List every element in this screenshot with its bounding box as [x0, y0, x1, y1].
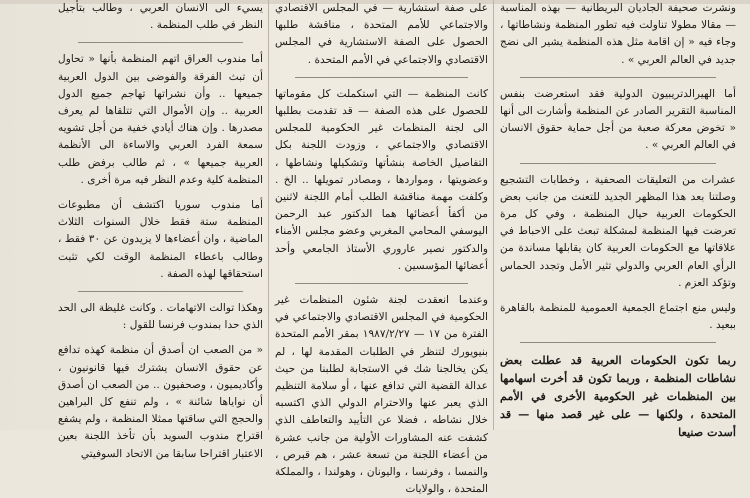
left-paragraph-5: « من الصعب ان أصدق أن منظمة كهذه تدافع عن حقوق الانسان يشترك فيها قانونيون ، وأكاديميون ، وصحفيون .. من الصعب ان أصدق أن نواياها شائنة » ، ولم تنفع كل البراهين والحجج التي ساقتها ممثلا المنظمة ، ولم يشفع اقتراح مندوب السويد بأن تأخذ اللجنة بعين الاعتبار اقتراحا سابقا من الاتحاد السوفيتي: [58, 344, 263, 460]
paragraph-divider: [78, 291, 243, 292]
column-separator: [493, 0, 494, 430]
middle-paragraph-2: كانت المنظمة — التي استكملت كل مقوماتها للحصول على هذه الصفة — قد تقدمت بطلبها الى لجنة المنظمات غير الحكومية للمجلس الاقتصادي والاجتماعي ، وزودت اللجنة بكل التفاصيل الخاصة بنشأتها وتشكيلها ونشاطها ، وعضويتها ، ومواردها ، ومصادر تمويلها .. الخ . وكلفت مهمة مناقشة الطلب أمام اللجنة لاثنين من أكفأ أعضائها هما الدكتور عبد الرحمن اليوسفي المحامي المغربي وعضو مجلس الأمناء والدكتور نصير عاروري الأستاذ الجامعي وأحد أعضائها المؤسسين .: [275, 87, 488, 272]
middle-paragraph-3: وعندما انعقدت لجنة شئون المنظمات غير الحكومية في المجلس الاقتصادي والاجتماعي في الفترة من ١٧ — ١٩٨٧/٢/٢٧ بمقر الأمم المتحدة بنيويورك لتنظر في الطلبات المقدمة لها ، لم يكن يخالجنا شك في الاستجابة لطلبنا من حيث عدالة القضية التي تدافع عنها ، أو سلامة التنظيم الذي يعبر عنها والاحترام الدولي الذي اكتسبه خلال نشاطه ، فضلا عن التأييد والتعاطف الذي كشفت عنه المشاورات الأولية من جانب عشرة من أعضاء اللجنة من تسعة عشر ، هم قبرص ، والنمسا ، وفرنسا ، واليونان ، وهولندا ، والمملكة المتحدة ، والولايات: [275, 294, 488, 496]
paragraph-divider: [295, 77, 468, 78]
paragraph-divider: [520, 342, 716, 343]
left-paragraph-3: أما مندوب سوريا اكتشف أن مطبوعات المنظمة ستة فقط خلال السنوات الثلاث الماضية ، وان أعضاءها لا يزيدون عن ٣٠ فقط ، وطالب باعطاء المنظمة الوقت لكي تثبت استحقاقها لهذه الصفة .: [58, 199, 263, 280]
left-paragraph-2: أما مندوب العراق اتهم المنظمة بأنها « تحاول أن تبث الفرقة والفوضى بين الدول العربية جميعها .. وأن نشراتها تهاجم جميع الدول العربية .. وإن الأموال التي تتلقاها لم يعرف مصدرها . وإن هناك أيادي خفية من أجل تشويه سمعة الفرد العربي والاساءة الى الأنظمة العربية جميعها » ، ثم طالب برفض طلب المنظمة كلية وعدم النظر فيه مرة أخرى .: [58, 53, 263, 186]
middle-paragraph-1: على صفة استشارية — في المجلس الاقتصادي والاجتماعي للأمم المتحدة ، مناقشة طلبها الحصول على الصفة الاستشارية في المجلس الاقتصادي والاجتماعي في الأمم المتحدة .: [275, 2, 488, 66]
paragraph-divider: [78, 42, 243, 43]
middle-column: [275, 0, 488, 496]
right-paragraph-5-bold: ربما تكون الحكومات العربية قد عطلت بعض نشاطات المنظمة ، وربما تكون قد أخرت اسهامها بين المنظمات غير الحكومية الأخرى في الأمم المتحدة ، ولكنها — على غير قصد منها — قد أسدت صنيعا: [500, 353, 736, 440]
paragraph-divider: [520, 77, 716, 78]
right-paragraph-3: عشرات من التعليقات الصحفية ، وخطابات التشجيع وصلتنا بعد هذا المظهر الجديد للتعنت من جانب بعض الحكومات العربية حيال المنظمة ، وفي كل مرة تعرضت فيها المنظمة لمشكلة تبعث على الاحباط في علاقاتها مع الحكومات العربية كان يقابلها مساندة من الرأي العام العربي والدولي تثير الأمل وتجدد الحماس وتؤكد العزم .: [500, 173, 736, 289]
right-paragraph-4: وليس منع اجتماع الجمعية العمومية للمنظمة بالقاهرة ببعيد .: [500, 302, 736, 332]
column-separator: [268, 0, 269, 430]
left-paragraph-1: يسيء الى الانسان العربي ، وطالب بتأجيل النظر في طلب المنظمة .: [58, 2, 263, 32]
right-paragraph-2: أما الهيرالدتريبيون الدولية فقد استعرضت بنفس المناسبة التقرير الصادر عن المنظمة وأشارت الى أنها « تخوض معركة صعبة من أجل حماية حقوق الانسان في العالم العربي » .: [500, 87, 736, 152]
left-column: [58, 0, 263, 460]
paragraph-divider: [295, 283, 468, 284]
right-paragraph-1: ونشرت صحيفة الجاديان البريطانية — بهذه المناسبة — مقالا مطولا تناولت فيه تطور المنظمة ونشاطاتها ، وجاء فيه « إن اقامة مثل هذه المنظمة يشير الى نضج جديد في العالم العربي » .: [500, 2, 736, 66]
right-column: [500, 0, 736, 440]
paragraph-divider: [520, 163, 716, 164]
left-paragraph-4: وهكذا توالت الاتهامات . وكانت غليظة الى الحد الذي حدا بمندوب فرنسا للقول :: [58, 302, 263, 332]
